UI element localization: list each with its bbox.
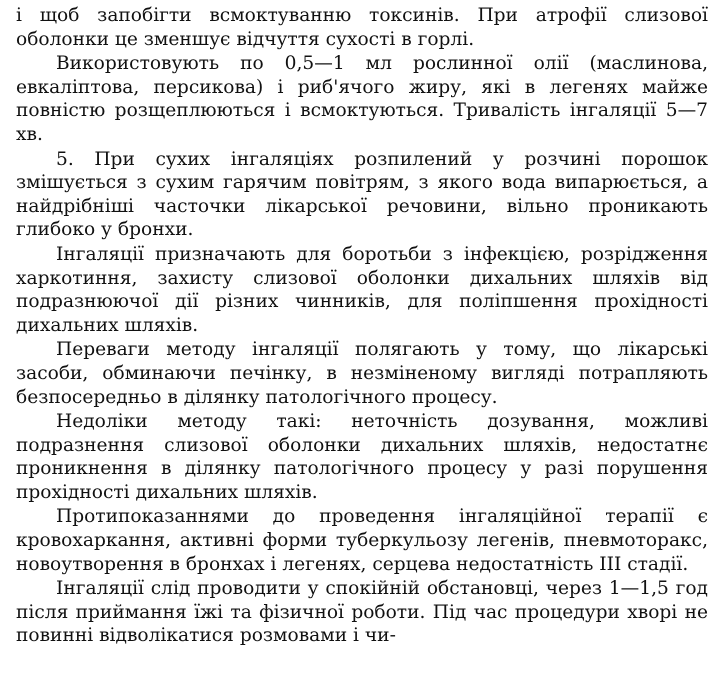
paragraph-7: Протипоказаннями до проведення інгаляційної терапії є кровохаркання, активні форми туберкульозу легенів, пневмоторакс, новоутворення в бронхах і легенях, серцева недостатність III стадії.: [16, 506, 708, 575]
paragraph-2: Використовують по 0,5—1 мл рослинної олії (маслинова, евкаліптова, персикова) і риб'ячого жиру, які в легенях майже повністю розщеплюються і всмоктуються. Тривалість інгаляції 5—7 хв.: [16, 53, 708, 145]
paragraph-5: Переваги методу інгаляції полягають у тому, що лікарські засоби, обминаючи печінку, в незміненому вигляді потрапляють безпосередньо в ділянку патологічного процесу.: [16, 339, 708, 408]
document-page: [16, 4, 708, 649]
paragraph-1: і щоб запобігти всмоктуванню токсинів. При атрофії слизової оболонки це зменшує відчуття сухості в горлі.: [16, 5, 708, 50]
paragraph-4: Інгаляції призначають для боротьби з інфекцією, розрідження харкотиння, захисту слизової оболонки дихальних шляхів від подразнюючої дії різних чинників, для поліпшення прохідності дихальних шляхів.: [16, 243, 708, 336]
paragraph-6: Недоліки методу такі: неточність дозування, можливі подразнення слизової оболонки дихальних шляхів, недостатнє проникнення в ділянку патологічного процесу у разі порушення прохідності дихальних шляхів.: [16, 411, 708, 503]
paragraph-8: Інгаляції слід проводити у спокійній обстановці, через 1—1,5 год після приймання їжі та фізичної роботи. Під час процедури хворі не повинні відволікатися розмовами і чи-: [16, 578, 708, 647]
paragraph-3: 5. При сухих інгаляціях розпилений у розчині порошок змішується з сухим гарячим повітрям, з якого вода випарюється, а найдрібніші часточки лікарської речовини, вільно проникають глибоко у бронхи.: [16, 148, 708, 241]
